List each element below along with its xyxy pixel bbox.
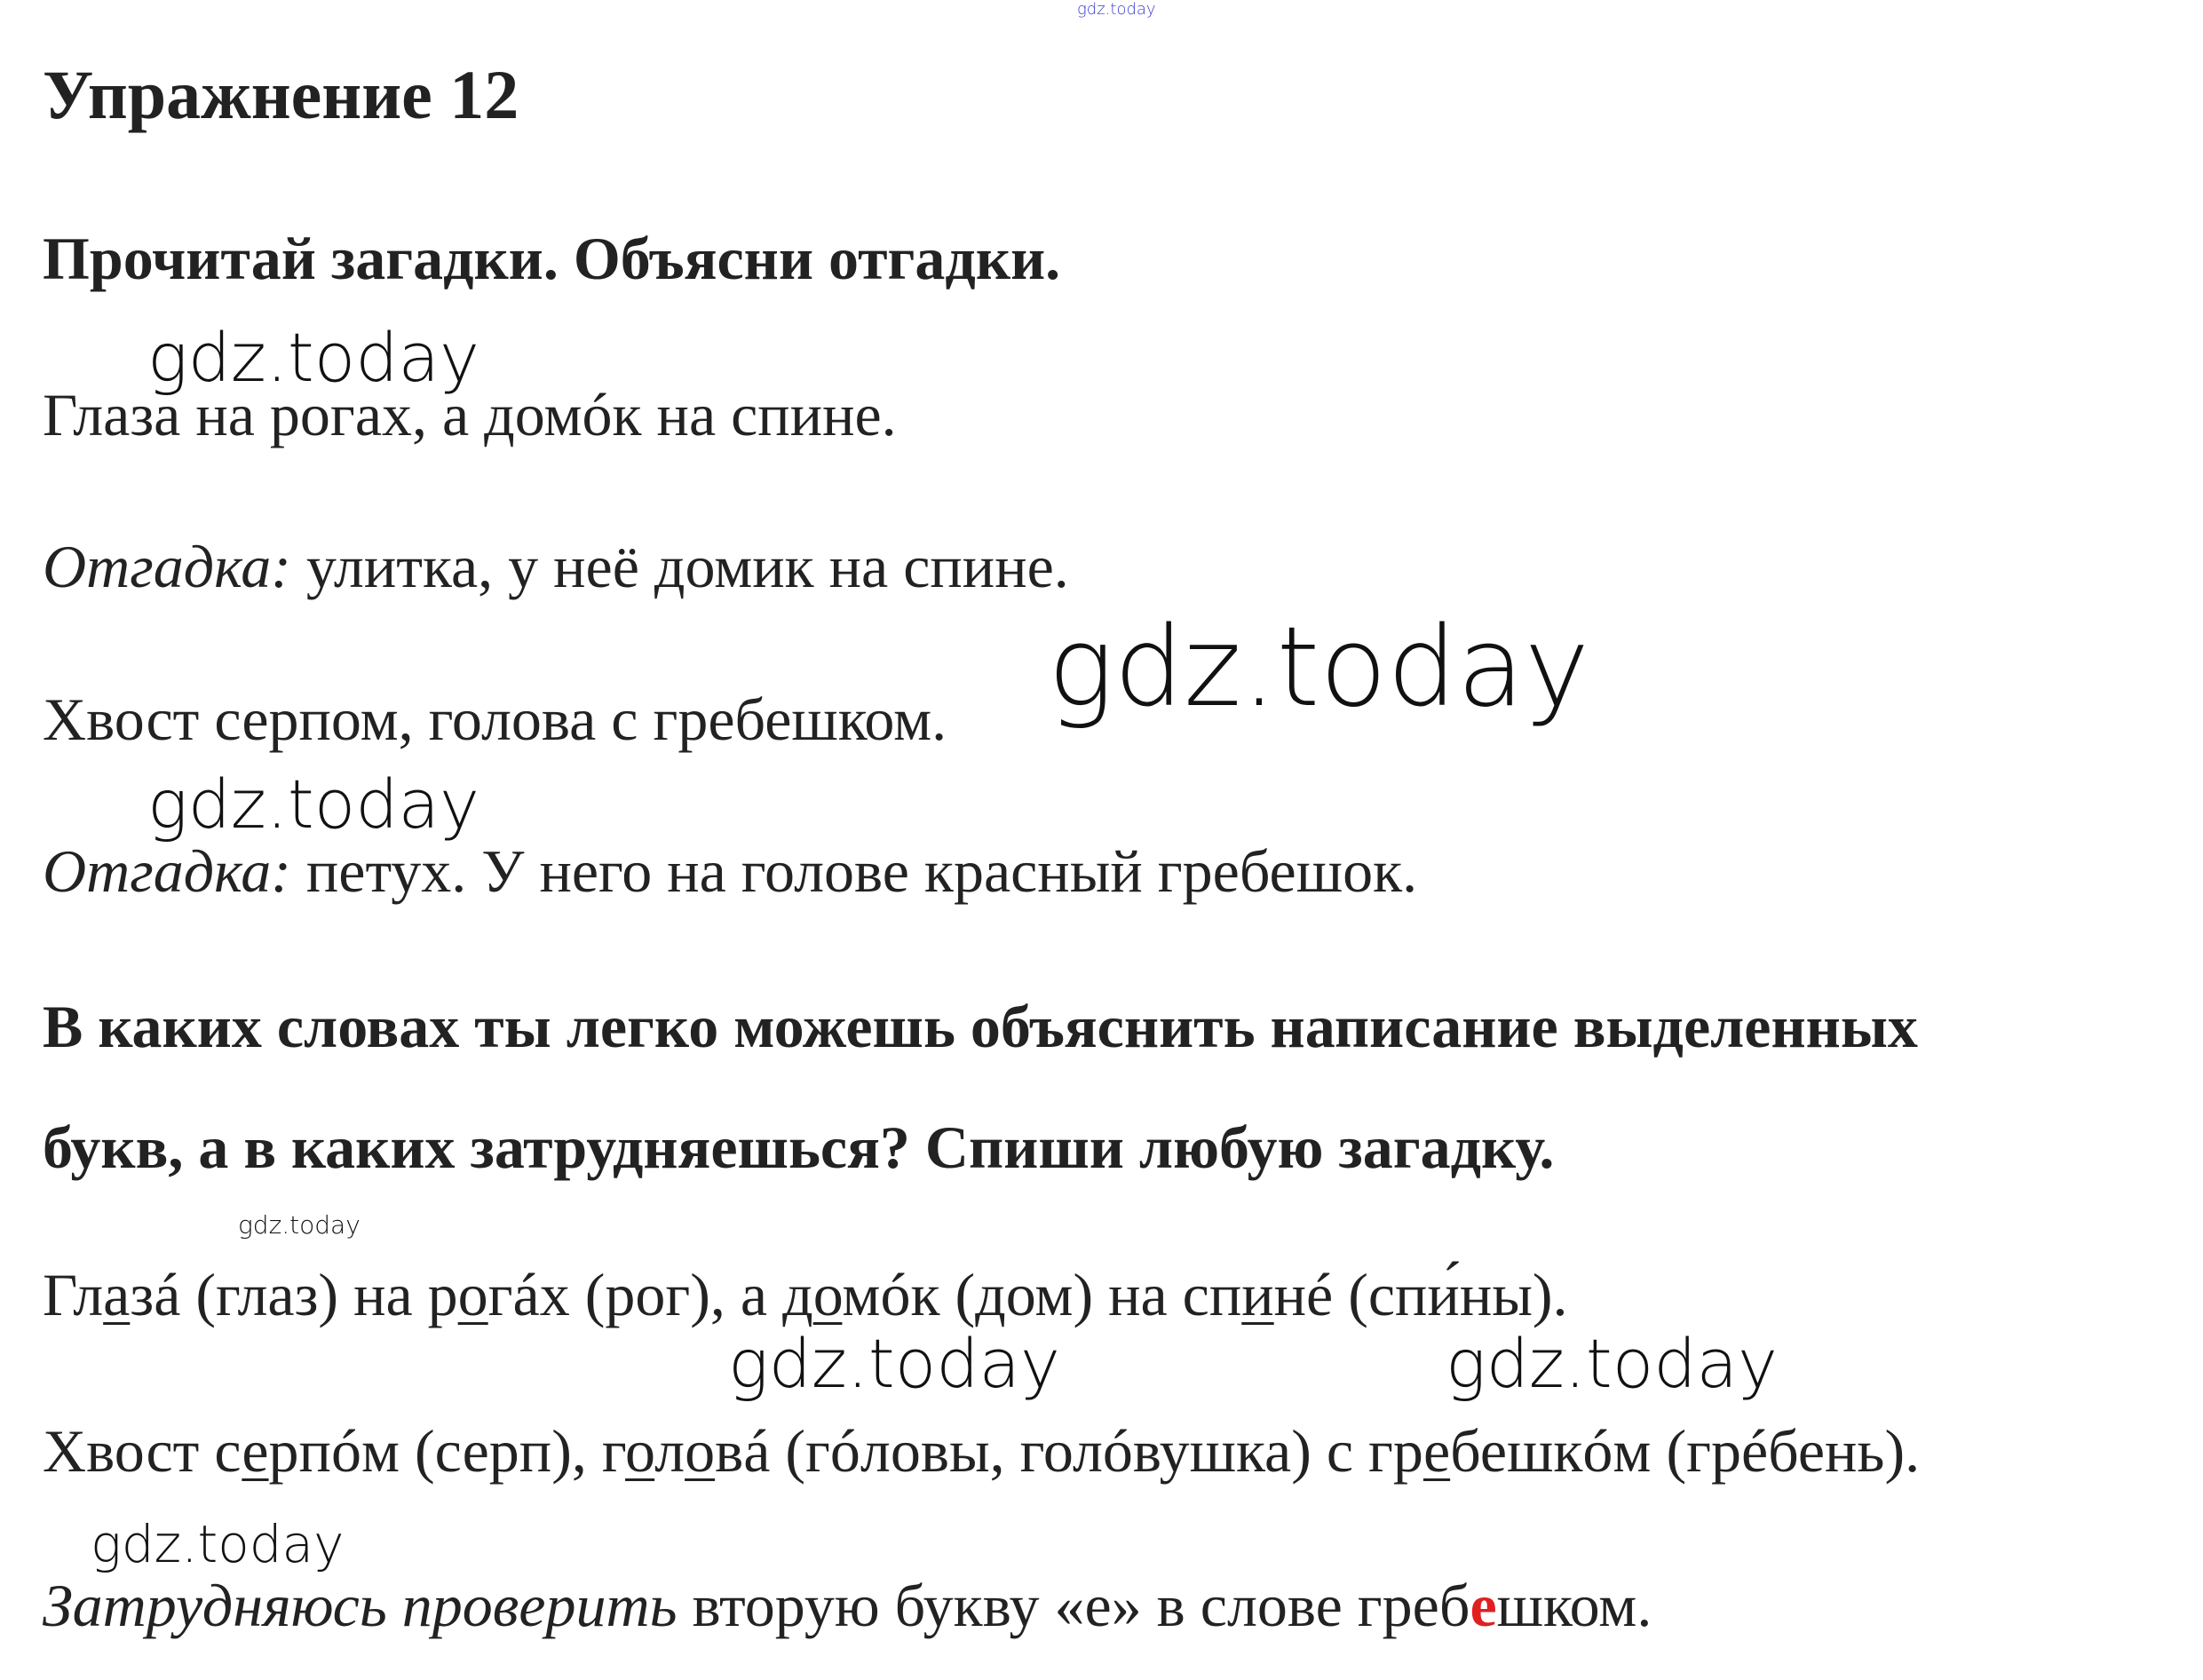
answer-text: улитка, у неё домик на спине. (290, 533, 1069, 600)
watermark: gdz.today (91, 1514, 345, 1574)
answer-label: Отгадка: (43, 837, 291, 905)
answer-2 (43, 837, 1418, 905)
conclusion-italic: Затрудняюсь проверить (43, 1572, 678, 1639)
page-title: Упражнение 12 (43, 56, 519, 133)
watermark-large: gdz.today (1048, 604, 1590, 732)
highlighted-letter: е (242, 1417, 269, 1485)
watermark: gdz.today (147, 318, 479, 397)
task-question-line-1: В каких словах ты легко можешь объяснить написание выделенных (43, 993, 1918, 1060)
copied-riddle-1: Глазá (глаз) на рогáх (рог), а домóк (дом) на спинé (спи́ны). (43, 1261, 1568, 1328)
highlighted-letter: е (1422, 1417, 1451, 1485)
task-instruction: Прочитай загадки. Объясни отгадки. (43, 225, 1061, 292)
answer-text: петух. У него на голове красный гребешок. (290, 837, 1418, 905)
task-question-line-2: букв, а в каких затрудняешься? Спиши любую загадку. (43, 1113, 1555, 1181)
highlighted-letter: о (685, 1417, 716, 1485)
highlighted-letter: о (812, 1261, 843, 1328)
answer-1 (43, 533, 1069, 600)
highlighted-letter: о (625, 1417, 655, 1485)
highlighted-letter: о (457, 1261, 488, 1328)
riddle-2: Хвост серпом, голова с гребешком. (43, 685, 947, 753)
top-watermark: gdz.today (1077, 0, 1156, 19)
answer-label: Отгадка: (43, 533, 291, 600)
riddle-1: Глаза на рогах, а домóк на спине. (43, 381, 897, 448)
copied-riddle-2: Хвост серпóм (серп), головá (гóловы, голóвушка) с гребешкóм (грéбень). (43, 1417, 1921, 1485)
watermark: gdz.today (1446, 1324, 1778, 1403)
red-letter: е (1470, 1572, 1497, 1639)
watermark: gdz.today (147, 765, 479, 844)
highlighted-letter: а (103, 1261, 131, 1328)
watermark-small: gdz.today (238, 1210, 361, 1240)
conclusion: Затрудняюсь проверить вторую букву «е» в слове гребешком. (43, 1572, 1652, 1639)
watermark: gdz.today (728, 1324, 1060, 1403)
highlighted-letter: и (1241, 1261, 1274, 1328)
